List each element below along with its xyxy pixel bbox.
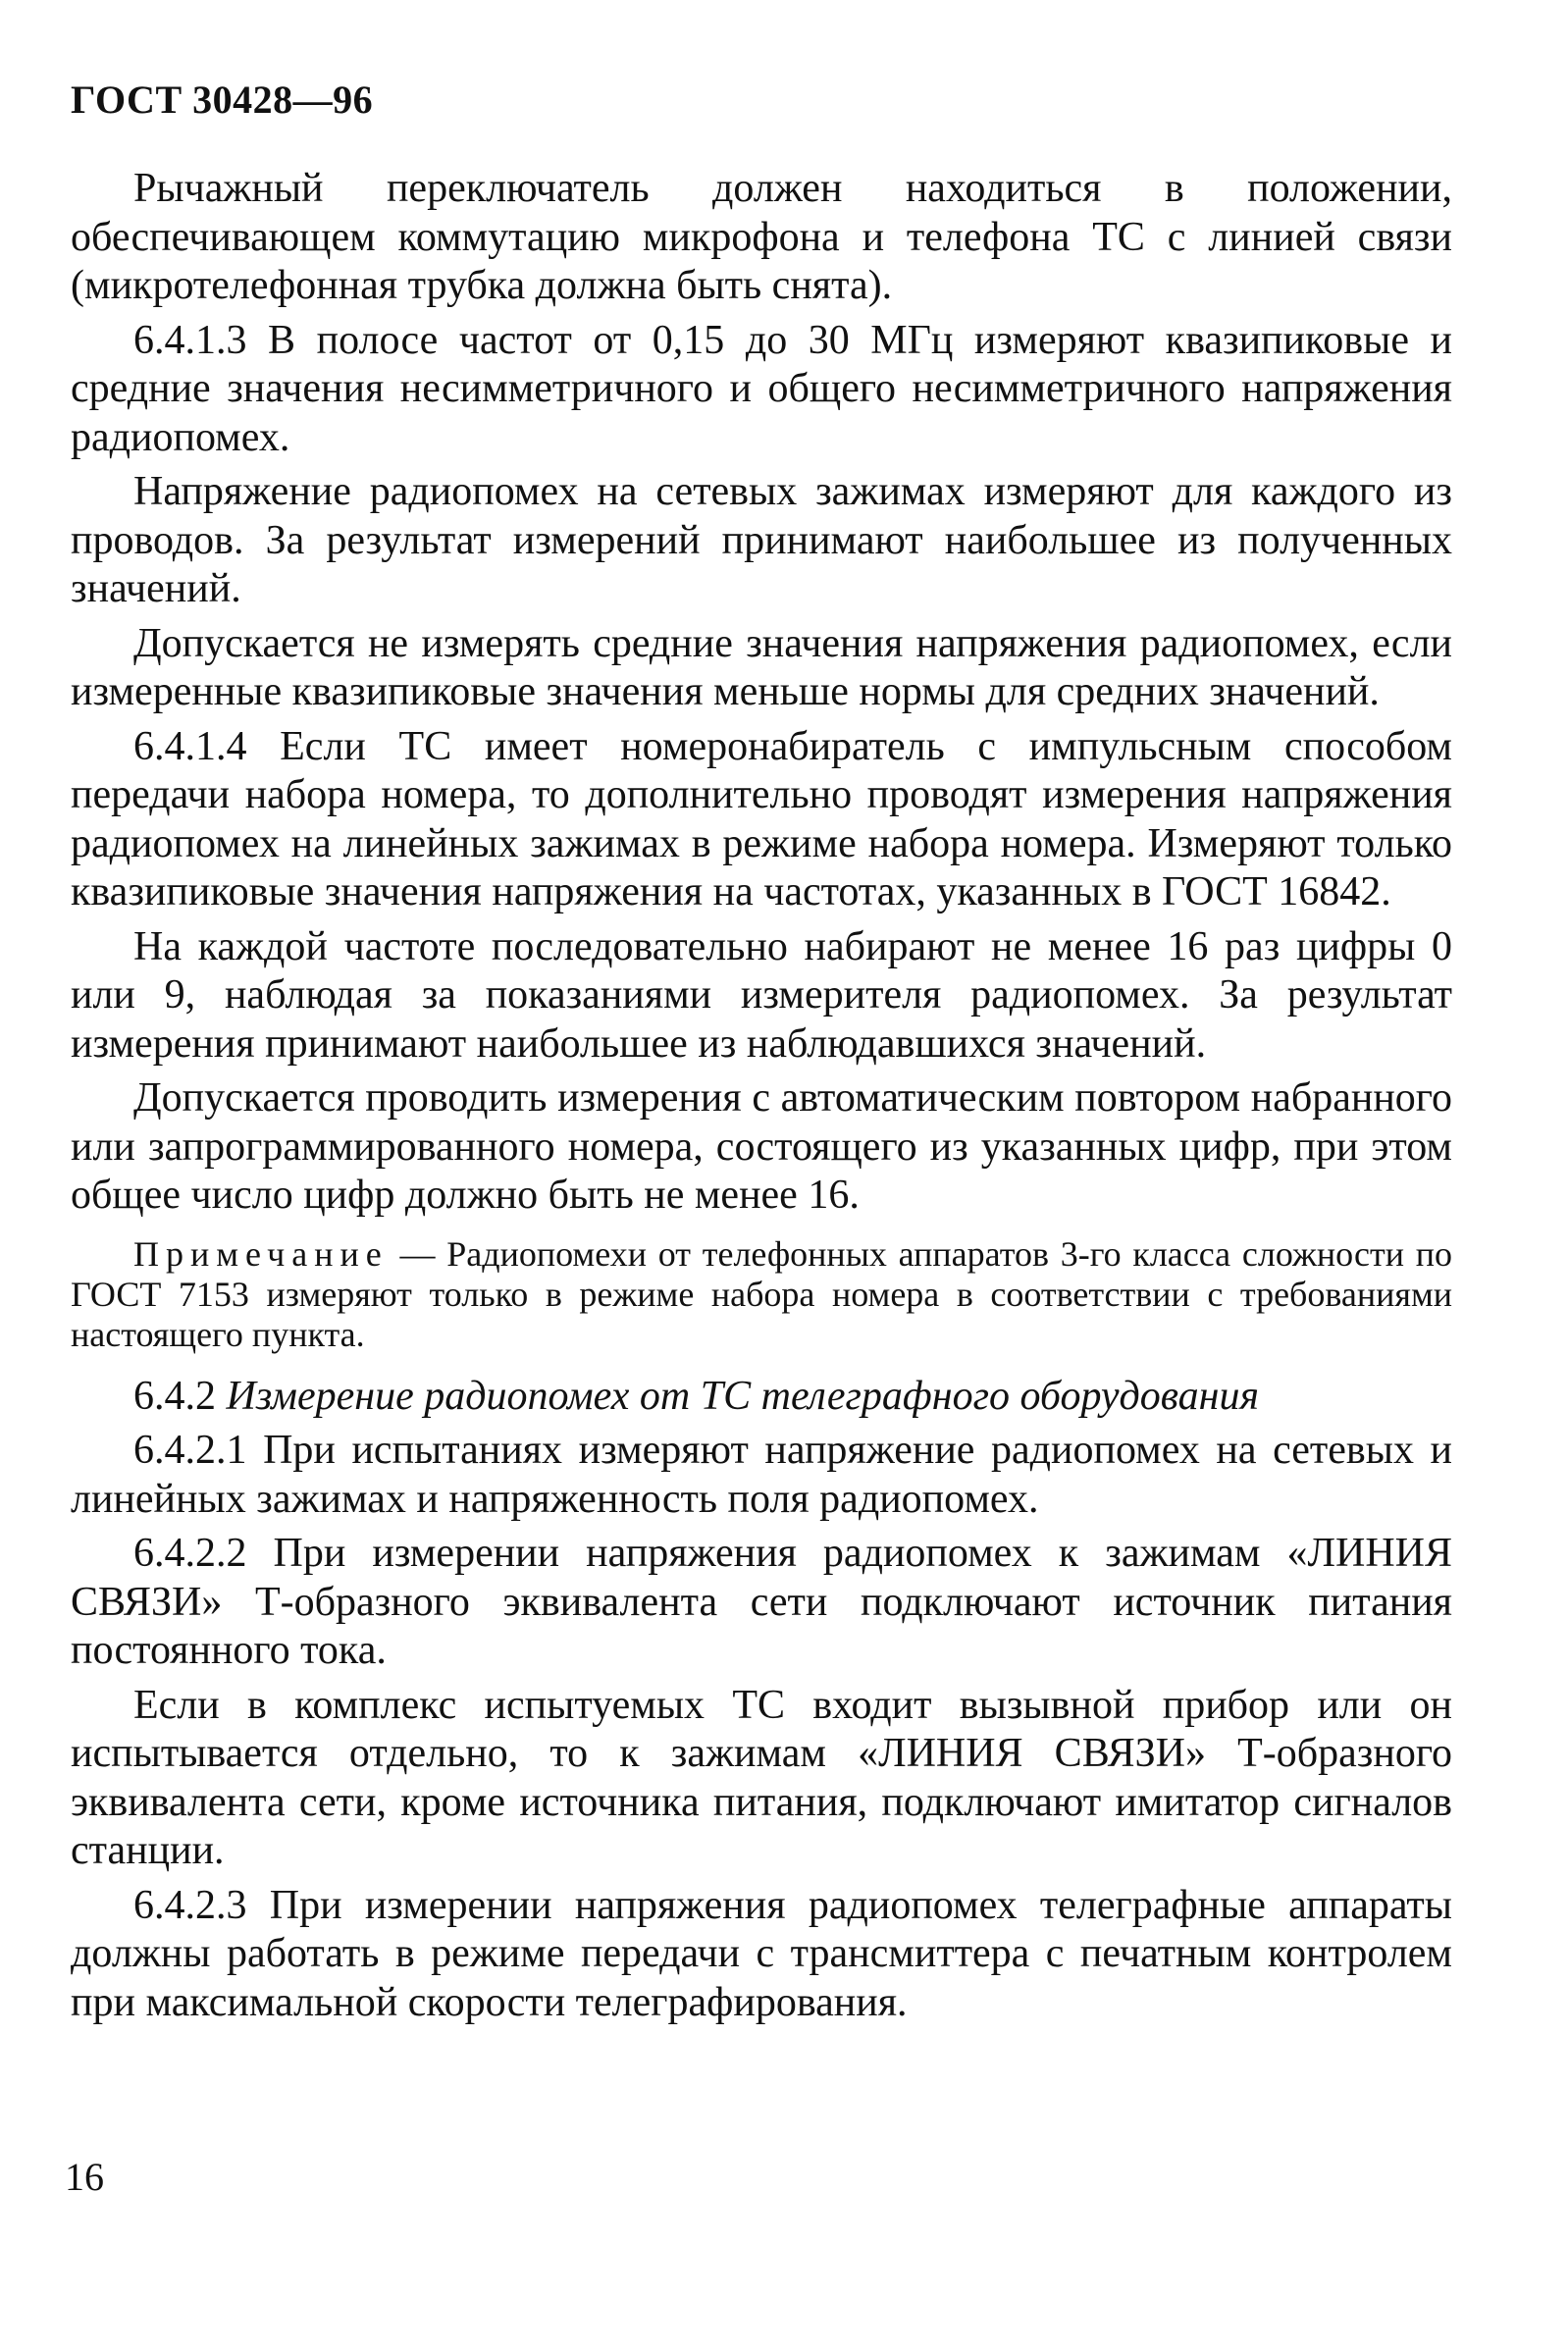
note-label: Примечание: [133, 1233, 389, 1274]
paragraph: 6.4.2.3 При измерении напряжения радиопомех телеграфные аппараты должны работать в режиме передачи с трансмиттера с печатным контролем при максимальной скорости телеграфирования.: [71, 1882, 1452, 2025]
paragraph: Допускается не измерять средние значения напряжения радиопомех, если измеренные квазипиковые значения меньше нормы для средних значений.: [71, 620, 1452, 714]
document-header: ГОСТ 30428—96: [71, 78, 374, 122]
paragraph: 6.4.2.2 При измерении напряжения радиопомех к зажимам «ЛИНИЯ СВЯЗИ» Т-образного эквивалента сети подключают источник питания постоянного тока.: [71, 1531, 1452, 1673]
paragraph: 6.4.1.4 Если ТС имеет номеронабиратель с импульсным способом передачи набора номера, то дополнительно проводят измерения напряжения радиопомех на линейных зажимах в режиме набора номера. Измеряют только квазипиковые значения напряжения на частотах, указанных в ГОСТ 16842.: [71, 723, 1452, 914]
paragraph: Допускается проводить измерения с автоматическим повтором набранного или запрограммированного номера, состоящего из указанных цифр, при этом общее число цифр должно быть не менее 16.: [71, 1075, 1452, 1218]
section-number: 6.4.2: [133, 1373, 216, 1419]
paragraph: 6.4.1.3 В полосе частот от 0,15 до 30 МГц измеряют квазипиковые и средние значения несимметричного и общего несимметричного напряжения радиопомех.: [71, 317, 1452, 460]
paragraph: Напряжение радиопомех на сетевых зажимах измеряют для каждого из проводов. За результат измерений принимают наибольшее из полученных значений.: [71, 469, 1452, 611]
note-text: — Радиопомехи от телефонных аппаратов 3-го класса сложности по ГОСТ 7153 измеряют только в режиме набора номера в соответствии с требованиями настоящего пункта.: [71, 1233, 1452, 1354]
section-title: Измерение радиопомех от ТС телеграфного оборудования: [226, 1373, 1260, 1419]
paragraph: 6.4.2.1 При испытаниях измеряют напряжение радиопомех на сетевых и линейных зажимах и напряженность поля радиопомех.: [71, 1428, 1452, 1522]
note: [71, 1234, 1452, 1355]
paragraph: Рычажный переключатель должен находиться в положении, обеспечивающем коммутацию микрофона и телефона ТС с линией связи (микротелефонная трубка должна быть снята).: [71, 166, 1452, 308]
page-number: 16: [65, 2155, 104, 2199]
document-body: [71, 165, 1452, 2033]
paragraph: На каждой частоте последовательно набирают не менее 16 раз цифры 0 или 9, наблюдая за показаниями измерителя радиопомех. За результат измерения принимают наибольшее из наблюдавшихся значений.: [71, 923, 1452, 1067]
paragraph: Если в комплекс испытуемых ТС входит вызывной прибор или он испытывается отдельно, то к зажимам «ЛИНИЯ СВЯЗИ» Т-образного эквивалента сети, кроме источника питания, подключают имитатор сигналов станции.: [71, 1682, 1452, 1873]
section-heading: [71, 1373, 1452, 1422]
